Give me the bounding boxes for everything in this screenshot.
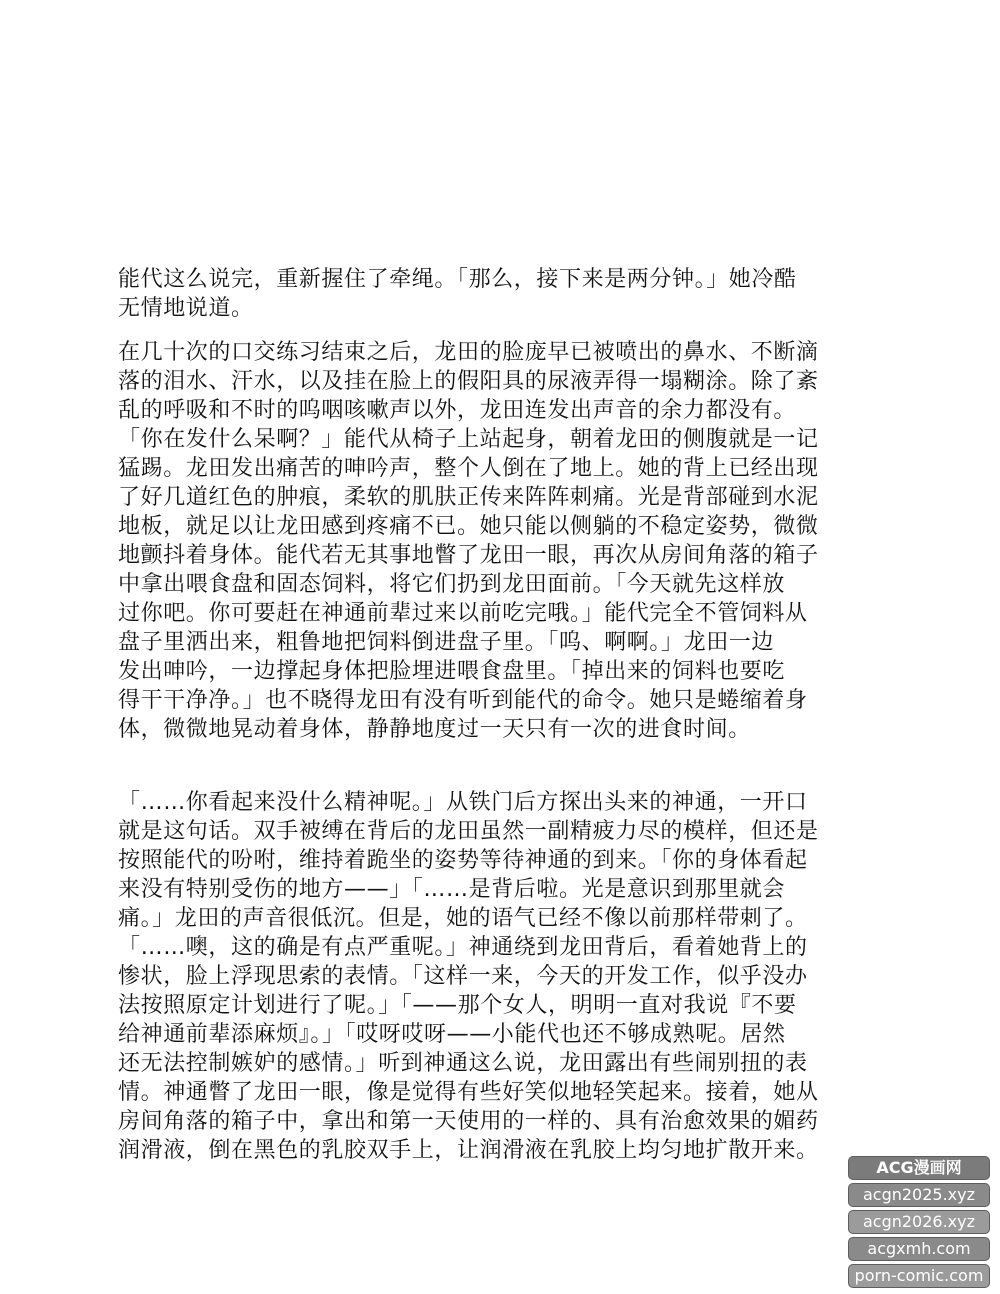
text-line: 来没有特别受伤的地方——」「……是背后啦。光是意识到那里就会 — [118, 877, 786, 902]
text-line: 中拿出喂食盘和固态饲料，将它们扔到龙田面前。「今天就先这样放 — [118, 572, 786, 597]
paragraph-2 — [118, 338, 898, 744]
text-line: 地板，就足以让龙田感到疼痛不已。她只能以侧躺的不稳定姿势，微微 — [118, 514, 819, 539]
text-line: 能代这么说完，重新握住了牵绳。「那么，接下来是两分钟。」她冷酷 — [118, 267, 797, 292]
text-line: 法按照原定计划进行了呢。」「——那个女人，明明一直对我说『不要 — [118, 993, 797, 1018]
text-line: 乱的呼吸和不时的呜咽咳嗽声以外，龙田连发出声音的余力都没有。 — [118, 398, 797, 423]
text-line: 按照能代的吩咐，维持着跪坐的姿势等待神通的到来。「你的身体看起 — [118, 848, 808, 873]
text-line: 盘子里洒出来，粗鲁地把饲料倒进盘子里。「呜、啊啊。」龙田一边 — [118, 630, 775, 655]
text-line: 猛踢。龙田发出痛苦的呻吟声，整个人倒在了地上。她的背上已经出现 — [118, 456, 819, 481]
text-line: 房间角落的箱子中，拿出和第一天使用的一样的、具有治愈效果的媚药 — [118, 1109, 819, 1134]
text-line: 惨状，脸上浮现思索的表情。「这样一来，今天的开发工作，似乎没办 — [118, 964, 808, 989]
watermark-url: acgn2025.xyz — [848, 1183, 990, 1207]
watermark-url: acgn2026.xyz — [848, 1210, 990, 1234]
watermark — [848, 1156, 990, 1288]
text-line: 得干干净净。」也不晓得龙田有没有听到能代的命令。她只是蜷缩着身 — [118, 688, 808, 713]
text-line: 过你吧。你可要赶在神通前辈过来以前吃完哦。」能代完全不管饲料从 — [118, 601, 808, 626]
text-line: 润滑液，倒在黑色的乳胶双手上，让润滑液在乳胶上均匀地扩散开来。 — [118, 1138, 819, 1163]
text-line: 发出呻吟，一边撑起身体把脸埋进喂食盘里。「掉出来的饲料也要吃 — [118, 659, 786, 684]
watermark-url: porn-comic.com — [848, 1264, 990, 1288]
watermark-title: ACG漫画网 — [848, 1156, 990, 1180]
text-line: 无情地说道。 — [118, 296, 254, 321]
text-line: 落的泪水、汗水，以及挂在脸上的假阳具的尿液弄得一塌糊涂。除了紊 — [118, 369, 819, 394]
text-line: 地颤抖着身体。能代若无其事地瞥了龙田一眼，再次从房间角落的箱子 — [118, 543, 819, 568]
text-line: 体，微微地晃动着身体，静静地度过一天只有一次的进食时间。 — [118, 717, 751, 742]
text-line: 给神通前辈添麻烦』。」「哎呀哎呀——小能代也还不够成熟呢。居然 — [118, 1022, 786, 1047]
text-line: 「你在发什么呆啊？」能代从椅子上站起身，朝着龙田的侧腹就是一记 — [118, 427, 819, 452]
paragraph-1 — [118, 265, 898, 323]
text-line: 了好几道红色的肿痕，柔软的肌肤正传来阵阵刺痛。光是背部碰到水泥 — [118, 485, 819, 510]
paragraph-3 — [118, 788, 898, 1165]
watermark-url: acgxmh.com — [848, 1237, 990, 1261]
text-line: 就是这句话。双手被缚在背后的龙田虽然一副精疲力尽的模样，但还是 — [118, 819, 819, 844]
text-line: 痛。」龙田的声音很低沉。但是，她的语气已经不像以前那样带刺了。 — [118, 906, 808, 931]
text-line: 情。神通瞥了龙田一眼，像是觉得有些好笑似地轻笑起来。接着，她从 — [118, 1080, 819, 1105]
text-line: 「……你看起来没什么精神呢。」从铁门后方探出头来的神通，一开口 — [118, 790, 808, 815]
text-line: 在几十次的口交练习结束之后，龙田的脸庞早已被喷出的鼻水、不断滴 — [118, 340, 819, 365]
text-line: 还无法控制嫉妒的感情。」听到神通这么说，龙田露出有些闹别扭的表 — [118, 1051, 808, 1076]
text-line: 「……噢，这的确是有点严重呢。」神通绕到龙田背后，看着她背上的 — [118, 935, 808, 960]
